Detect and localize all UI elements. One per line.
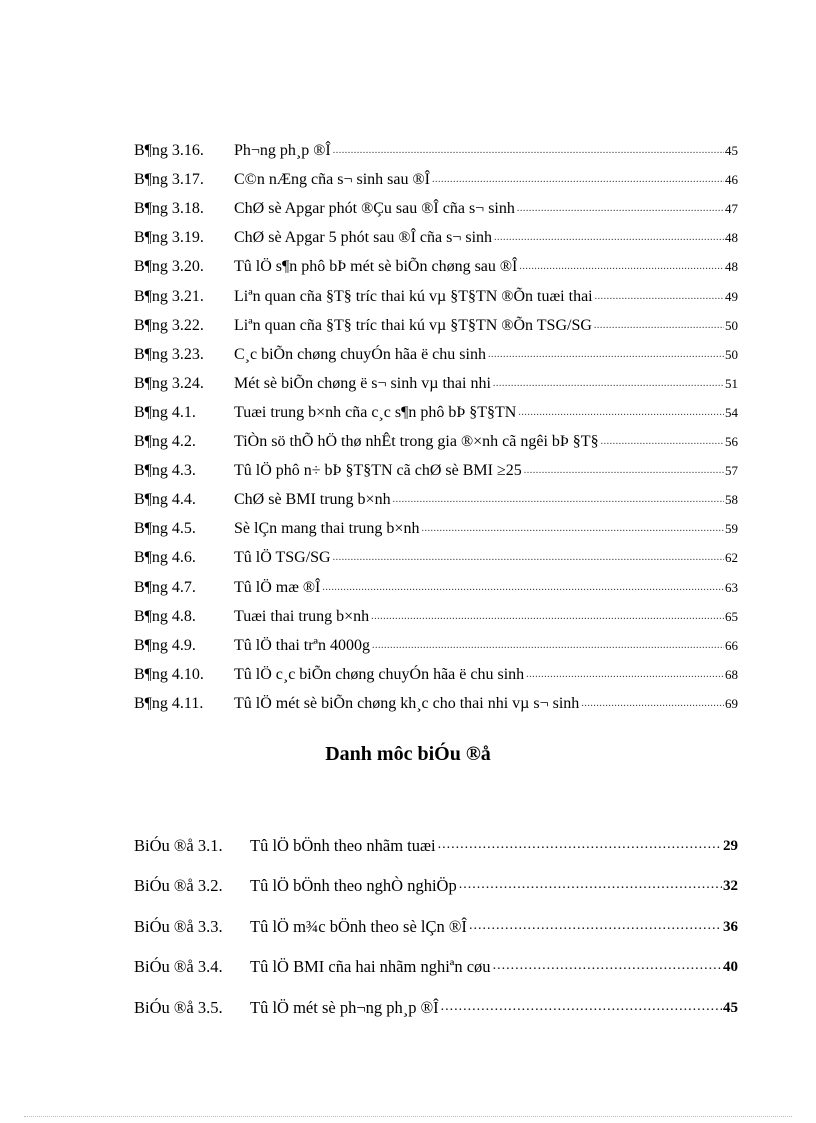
toc-label: B¶ng 3.20. <box>134 258 204 276</box>
chart-label: BiÓu ®å 3.1. <box>134 835 223 855</box>
toc-title: TiÒn sö thÕ hÖ thø nhÊt trong gia ®×nh cã ngêi bÞ §T§ <box>234 433 599 451</box>
toc-title: Tû lÖ mæ ®Î <box>234 578 321 596</box>
dot-leader <box>524 464 724 478</box>
toc-row <box>134 452 738 481</box>
toc-label: B¶ng 3.19. <box>134 229 204 247</box>
dot-leader <box>333 551 724 565</box>
toc-title: Tû lÖ phô n÷ bÞ §T§TN cã chØ sè BMI ≥25 <box>234 462 522 480</box>
toc-row <box>134 394 738 423</box>
toc-label: B¶ng 3.22. <box>134 316 204 334</box>
toc-page-number: 57 <box>725 463 738 479</box>
toc-title: Tû lÖ c¸c biÕn chøng chuyÓn hãa ë chu sinh <box>234 665 525 683</box>
chart-title: Tû lÖ mét sè ph¬ng ph¸p ®Î <box>250 997 439 1017</box>
chart-label: BiÓu ®å 3.4. <box>134 957 223 977</box>
toc-row <box>134 132 738 161</box>
toc-title: C¸c biÕn chøng chuyÓn hãa ë chu sinh <box>234 345 486 363</box>
dot-leader <box>438 836 722 854</box>
toc-label: B¶ng 4.3. <box>134 462 196 480</box>
toc-page-number: 66 <box>725 637 738 653</box>
dot-leader <box>488 348 724 362</box>
toc-label: B¶ng 4.1. <box>134 403 196 421</box>
chart-label: BiÓu ®å 3.3. <box>134 916 223 936</box>
toc-row <box>134 423 738 452</box>
toc-page-number: 51 <box>725 375 738 391</box>
toc-row <box>134 190 738 219</box>
chart-title: Tû lÖ bÖnh theo nhãm tuæi <box>250 835 436 855</box>
toc-row <box>134 307 738 336</box>
toc-label: B¶ng 3.17. <box>134 171 204 189</box>
toc-title: Tû lÖ thai trªn 4000g <box>234 636 370 654</box>
toc-label: B¶ng 3.18. <box>134 200 204 218</box>
toc-label: B¶ng 4.6. <box>134 549 196 567</box>
toc-label: B¶ng 4.9. <box>134 636 196 654</box>
toc-title: Sè lÇn mang thai trung b×nh <box>234 520 420 538</box>
toc-title: ChØ sè Apgar phót ®Çu sau ®Î cña s¬ sinh <box>234 200 515 218</box>
page-bottom-divider <box>24 1116 792 1117</box>
dot-leader <box>494 231 724 245</box>
section-heading: Danh môc biÓu ®å <box>325 743 491 765</box>
toc-page-number: 62 <box>725 550 738 566</box>
dot-leader <box>595 290 724 304</box>
chart-page-number: 40 <box>723 959 738 976</box>
toc-title: ChØ sè BMI trung b×nh <box>234 491 391 509</box>
dot-leader <box>371 610 724 624</box>
toc-label: B¶ng 3.24. <box>134 374 204 392</box>
toc-page-number: 48 <box>725 230 738 246</box>
chart-toc-row <box>134 938 738 979</box>
toc-row <box>134 277 738 306</box>
toc-row <box>134 219 738 248</box>
toc-page-number: 50 <box>725 346 738 362</box>
dot-leader <box>518 406 724 420</box>
dot-leader <box>519 260 724 274</box>
toc-row <box>134 568 738 597</box>
chart-page-number: 45 <box>723 999 738 1016</box>
toc-title: Ph¬ng ph¸p ®Î <box>234 142 331 160</box>
toc-title: Tû lÖ TSG/SG <box>234 549 331 567</box>
chart-toc-row <box>134 897 738 938</box>
list-of-charts <box>134 816 738 1019</box>
toc-page-number: 63 <box>725 579 738 595</box>
dot-leader <box>421 522 724 536</box>
chart-label: BiÓu ®å 3.2. <box>134 876 223 896</box>
toc-label: B¶ng 4.11. <box>134 694 204 712</box>
toc-label: B¶ng 3.16. <box>134 142 204 160</box>
dot-leader <box>393 493 724 507</box>
toc-row <box>134 510 738 539</box>
chart-toc-row <box>134 857 738 898</box>
toc-title: Tuæi trung b×nh cña c¸c s¶n phô bÞ §T§TN <box>234 403 517 421</box>
toc-label: B¶ng 4.7. <box>134 578 196 596</box>
toc-label: B¶ng 3.23. <box>134 345 204 363</box>
list-of-tables <box>134 132 738 714</box>
toc-title: Liªn quan cña §T§ tríc thai kú vµ §T§TN ®Õn tuæi thai <box>234 287 593 305</box>
dot-leader <box>581 697 724 711</box>
toc-label: B¶ng 4.8. <box>134 607 196 625</box>
toc-page-number: 68 <box>725 666 738 682</box>
toc-label: B¶ng 4.2. <box>134 433 196 451</box>
dot-leader <box>441 998 722 1016</box>
dot-leader <box>372 639 724 653</box>
toc-label: B¶ng 4.5. <box>134 520 196 538</box>
toc-page-number: 49 <box>725 288 738 304</box>
dot-leader <box>601 435 724 449</box>
toc-page-number: 58 <box>725 492 738 508</box>
dot-leader <box>322 581 724 595</box>
toc-title: Mét sè biÕn chøng ë s¬ sinh vµ thai nhi <box>234 374 491 392</box>
dot-leader <box>333 144 724 158</box>
toc-row <box>134 627 738 656</box>
toc-row <box>134 598 738 627</box>
chart-title: Tû lÖ bÖnh theo nghÒ nghiÖp <box>250 876 457 896</box>
chart-page-number: 29 <box>723 837 738 854</box>
toc-page-number: 56 <box>725 434 738 450</box>
toc-row <box>134 539 738 568</box>
toc-title: Tû lÖ mét sè biÕn chøng kh¸c cho thai nhi vµ s¬ sinh <box>234 694 580 712</box>
chart-toc-row <box>134 816 738 857</box>
toc-row <box>134 248 738 277</box>
toc-page-number: 59 <box>725 521 738 537</box>
dot-leader <box>432 173 724 187</box>
toc-title: Tuæi thai trung b×nh <box>234 607 370 625</box>
chart-title: Tû lÖ m¾c bÖnh theo sè lÇn ®Î <box>250 916 467 936</box>
dot-leader <box>469 917 722 935</box>
toc-row <box>134 481 738 510</box>
toc-label: B¶ng 4.10. <box>134 665 204 683</box>
toc-page-number: 65 <box>725 608 738 624</box>
dot-leader <box>493 377 724 391</box>
toc-title: C©n nÆng cña s¬ sinh sau ®Î <box>234 171 430 189</box>
toc-page-number: 45 <box>725 143 738 159</box>
chart-page-number: 36 <box>723 918 738 935</box>
toc-label: B¶ng 4.4. <box>134 491 196 509</box>
toc-page-number: 48 <box>725 259 738 275</box>
chart-title: Tû lÖ BMI cña hai nhãm nghiªn cøu <box>250 957 491 977</box>
toc-page-number: 50 <box>725 317 738 333</box>
toc-page-number: 54 <box>725 404 738 420</box>
toc-title: Tû lÖ s¶n phô bÞ mét sè biÕn chøng sau ®Î <box>234 258 518 276</box>
toc-row <box>134 365 738 394</box>
chart-toc-row <box>134 978 738 1019</box>
dot-leader <box>594 319 724 333</box>
toc-page-number: 46 <box>725 172 738 188</box>
toc-row <box>134 685 738 714</box>
toc-page-number: 47 <box>725 201 738 217</box>
toc-row <box>134 336 738 365</box>
toc-row <box>134 161 738 190</box>
toc-label: B¶ng 3.21. <box>134 287 204 305</box>
dot-leader <box>517 202 724 216</box>
toc-title: Liªn quan cña §T§ tríc thai kú vµ §T§TN ®Õn TSG/SG <box>234 316 592 334</box>
toc-row <box>134 656 738 685</box>
dot-leader <box>493 957 722 975</box>
toc-title: ChØ sè Apgar 5 phót sau ®Î cña s¬ sinh <box>234 229 493 247</box>
chart-page-number: 32 <box>723 878 738 895</box>
chart-label: BiÓu ®å 3.5. <box>134 997 223 1017</box>
toc-page-number: 69 <box>725 695 738 711</box>
dot-leader <box>459 876 722 894</box>
dot-leader <box>526 668 724 682</box>
